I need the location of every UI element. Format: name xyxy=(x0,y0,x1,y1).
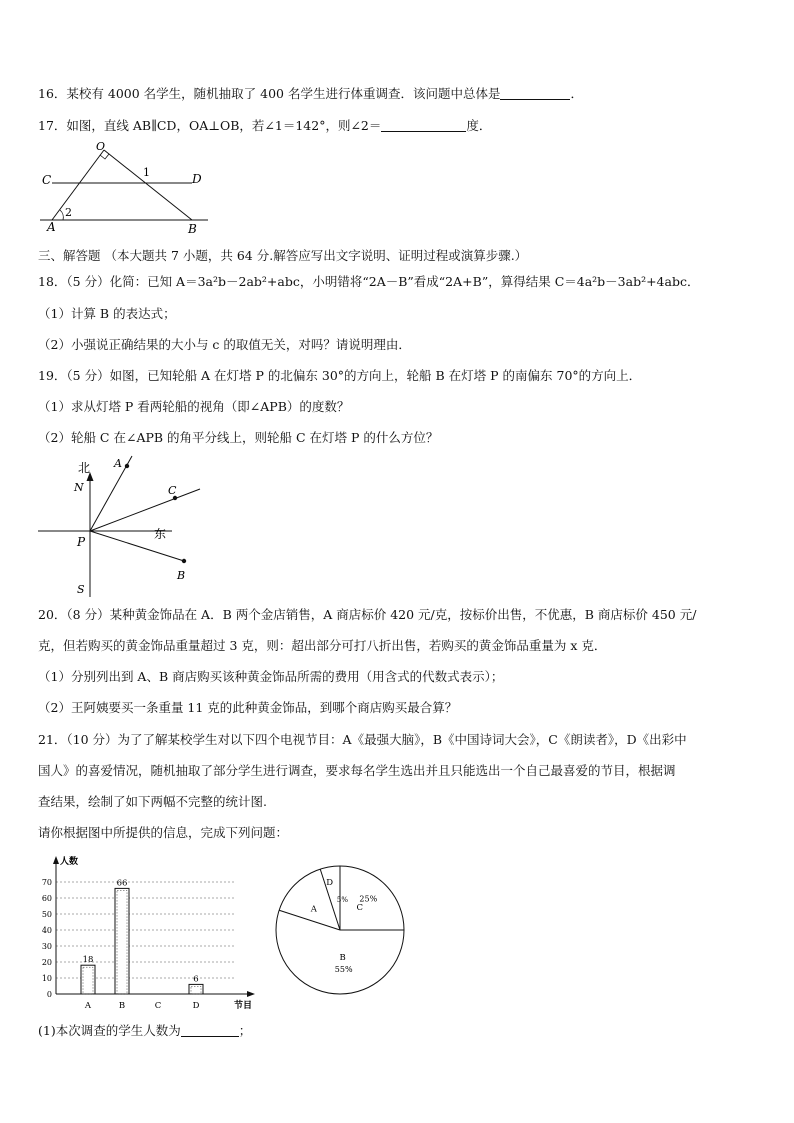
pie-label-B: B xyxy=(339,952,346,963)
label-n: N xyxy=(74,481,84,494)
bar-value-label-D: 6 xyxy=(193,974,199,985)
question-18-stem: 18．（5 分）化简：已知 A＝3a²b－2ab²+abc，小明错将“2A－B”看成“2A+B”，算得结果 C＝4a²b－3ab²+4abc． xyxy=(38,274,700,289)
y-tick-label: 30 xyxy=(41,942,52,951)
label-east: 东 xyxy=(154,527,167,541)
segment-ob xyxy=(104,150,192,220)
pie-chart xyxy=(270,850,420,1015)
label-north: 北 xyxy=(78,461,91,475)
y-tick-label: 50 xyxy=(41,910,52,919)
label-b: B xyxy=(177,569,186,582)
question-19-stem: 19．（5 分）如图，已知轮船 A 在灯塔 P 的北偏东 30°的方向上，轮船 B 在灯塔 P 的南偏东 70°的方向上． xyxy=(38,368,642,383)
bar-value-label-A: 18 xyxy=(82,955,94,966)
question-19-part-1: （1）求从灯塔 P 看两轮船的视角（即∠APB）的度数？ xyxy=(38,399,350,414)
label-p: P xyxy=(77,535,86,549)
right-angle-mark xyxy=(100,154,109,159)
bar-value-label-B: 66 xyxy=(116,878,128,889)
label-a: A xyxy=(47,220,56,234)
figure-17-parallel-lines xyxy=(30,138,220,238)
label-d: D xyxy=(192,172,202,186)
ray-pc xyxy=(90,489,200,531)
pie-value-B: 55% xyxy=(334,964,353,974)
question-20-line-1: 20．（8 分）某种黄金饰品在 A．B 两个金店销售，A 商店标价 420 元/克，按标价出售，不优惠，B 商店标价 450 元/ xyxy=(38,607,697,622)
y-tick-label: 70 xyxy=(41,878,52,887)
point-a xyxy=(125,464,129,468)
label-angle-2: 2 xyxy=(65,206,72,219)
question-20-part-2: （2）王阿姨要买一条重量 11 克的此种黄金饰品，到哪个商店购买最合算？ xyxy=(38,700,458,715)
question-19-part-2: （2）轮船 C 在∠APB 的角平分线上，则轮船 C 在灯塔 P 的什么方位？ xyxy=(38,430,439,445)
x-tick-label-C: C xyxy=(154,1001,162,1011)
question-20-line-2: 克，但若购买的黄金饰品重量超过 3 克，则：超出部分可打八折出售，若购买的黄金饰品重量为 x 克． xyxy=(38,638,607,653)
x-axis-label: 节目 xyxy=(234,1001,253,1011)
label-c: C xyxy=(168,484,177,497)
question-21-line-4: 请你根据图中所提供的信息，完成下列问题： xyxy=(38,825,289,840)
answer-blank-17[interactable] xyxy=(381,119,466,132)
answer-blank-21-1[interactable] xyxy=(181,1024,239,1037)
pie-label-A: A xyxy=(310,904,317,915)
label-o: O xyxy=(96,140,106,153)
pie-label-C: C xyxy=(356,903,364,914)
y-tick-label: 10 xyxy=(41,974,52,983)
question-21-line-1: 21．（10 分）为了了解某校学生对以下四个电视节目：A《最强大脑》，B《中国诗词大会》，C《朗读者》，D《出彩中 xyxy=(38,732,687,747)
segment-oa xyxy=(52,150,104,220)
y-tick-label: 20 xyxy=(41,958,52,967)
question-17: 17．如图，直线 AB∥CD，OA⊥OB，若∠1＝142°，则∠2＝ 度． xyxy=(38,118,492,133)
figure-19-bearing xyxy=(34,452,214,602)
label-a: A xyxy=(114,457,122,470)
label-angle-1: 1 xyxy=(143,166,150,179)
y-axis-label: 人数 xyxy=(60,857,79,867)
ray-pb xyxy=(90,531,184,561)
section-heading: 三、解答题 （本大题共 7 小题，共 64 分.解答应写出文字说明、证明过程或演算步骤.） xyxy=(38,248,528,263)
question-16-text: 16．某校有 4000 名学生，随机抽取了 400 名学生进行体重调查．该问题中总体是 xyxy=(38,86,501,101)
question-18-part-1: （1）计算 B 的表达式； xyxy=(38,306,176,321)
y-tick-label: 40 xyxy=(41,926,52,935)
y-tick-label: 60 xyxy=(41,894,52,903)
angle-2-arc xyxy=(60,210,63,220)
question-21-sub-1-text: (1)本次调查的学生人数为 xyxy=(38,1023,181,1038)
question-21-sub-1: (1)本次调查的学生人数为 ； xyxy=(38,1023,252,1038)
bar-chart xyxy=(30,850,270,1015)
x-axis-arrow-icon xyxy=(247,991,255,997)
x-tick-label-B: B xyxy=(118,1001,126,1011)
pie-label-D: D xyxy=(326,878,334,889)
question-16: 16．某校有 4000 名学生，随机抽取了 400 名学生进行体重调查．该问题中总体是 ． xyxy=(38,86,583,101)
y-axis-arrow-icon xyxy=(53,856,59,864)
question-20-part-1: （1）分别列出到 A、B 商店购买该种黄金饰品所需的费用（用含式的代数式表示）； xyxy=(38,669,504,684)
question-17-text: 17．如图，直线 AB∥CD，OA⊥OB，若∠1＝142°，则∠2＝ xyxy=(38,118,382,133)
point-b xyxy=(182,559,186,563)
question-21-line-2: 国人》的喜爱情况，随机抽取了部分学生进行调查，要求每名学生选出并且只能选出一个自己最喜爱的节目，根据调 xyxy=(38,763,676,778)
pie-chart-slices xyxy=(276,866,404,994)
answer-blank-16[interactable] xyxy=(500,87,570,100)
label-c: C xyxy=(42,173,52,187)
x-tick-label-D: D xyxy=(192,1001,200,1011)
y-tick-label: 0 xyxy=(46,990,52,999)
label-b: B xyxy=(188,222,197,236)
bar-chart-labels xyxy=(42,855,252,1011)
question-21-line-3: 查结果，绘制了如下两幅不完整的统计图. xyxy=(38,794,267,809)
x-tick-label-A: A xyxy=(84,1001,92,1011)
pie-value-D: 5% xyxy=(336,896,348,905)
pie-value-C: 25% xyxy=(359,894,378,904)
label-s: S xyxy=(77,583,85,596)
question-18-part-2: （2）小强说正确结果的大小与 c 的取值无关，对吗？请说明理由． xyxy=(38,337,411,352)
